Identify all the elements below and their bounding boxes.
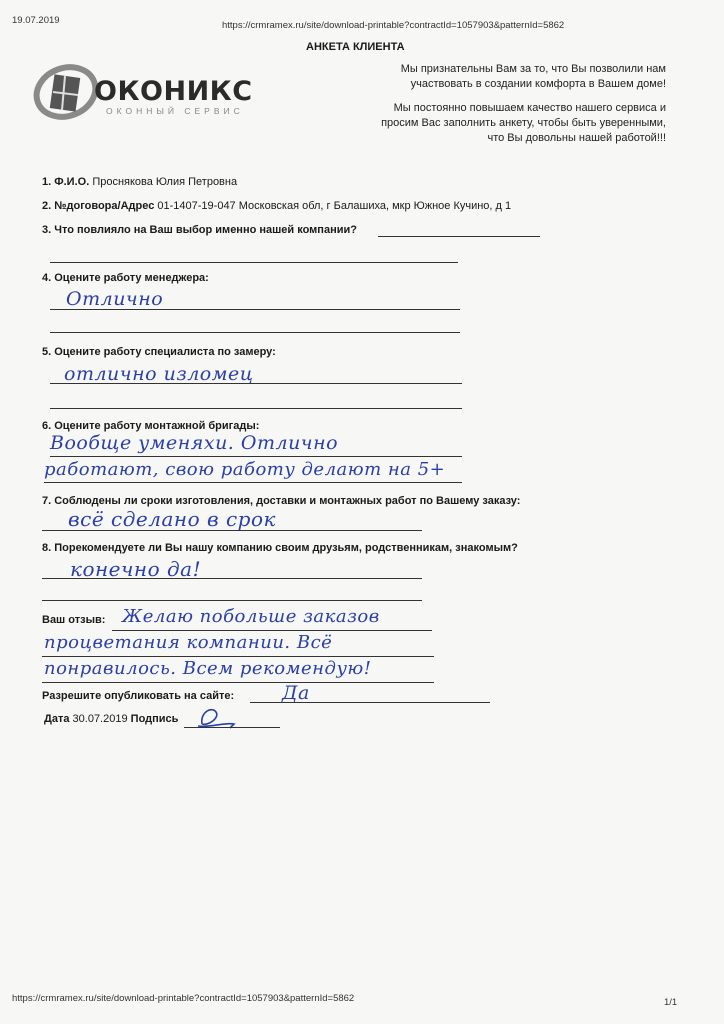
page-number: 1/1 [664, 997, 678, 1008]
question-3-line-2 [50, 262, 458, 263]
review-line-2: процветания компании. Всё [44, 632, 333, 653]
question-7-line [42, 530, 422, 531]
review-line-3-rule [42, 682, 434, 683]
question-2-label: 2. №договора/Адрес [42, 200, 155, 212]
publish-line [250, 702, 490, 703]
intro-line-2: участвовать в создании комфорта в Вашем доме! [410, 78, 666, 90]
print-date: 19.07.2019 [12, 15, 60, 26]
logo-name: ОКОНИКС [94, 76, 253, 107]
intro-text [381, 62, 666, 146]
review-line-2-rule [42, 656, 434, 657]
question-1-label: 1. Ф.И.О. [42, 176, 90, 188]
question-3-label: 3. Что повлияло на Ваш выбор именно нашей компании? [42, 224, 357, 236]
date-value: 30.07.2019 [72, 713, 128, 725]
question-7-answer: всё сделано в срок [68, 507, 276, 531]
intro-line-3: Мы постоянно повышаем качество нашего сервиса и [393, 102, 666, 114]
question-5-label: 5. Оцените работу специалиста по замеру: [42, 346, 276, 358]
company-logo [28, 62, 268, 122]
intro-line-4: просим Вас заполнить анкету, чтобы быть уверенными, [381, 117, 666, 129]
question-6-line [50, 456, 462, 457]
question-7-label: 7. Соблюдены ли сроки изготовления, доставки и монтажных работ по Вашему заказу: [42, 495, 521, 507]
date-sign-row [44, 713, 178, 725]
question-6-answer-1: Вообще уменяхи. Отлично [50, 432, 339, 454]
question-5-answer: отлично изломец [64, 363, 254, 385]
question-8-answer: конечно да! [70, 557, 202, 581]
question-6-answer-2: работают, свою работу делают на 5+ [44, 459, 446, 480]
question-1-value: Проснякова Юлия Петровна [92, 176, 238, 188]
signature-line [184, 727, 280, 728]
review-line [112, 630, 432, 631]
question-8-label: 8. Порекомендуете ли Вы нашу компанию своим друзьям, родственникам, знакомым? [42, 542, 518, 554]
publish-label: Разрешите опубликовать на сайте: [42, 690, 235, 702]
question-4-label: 4. Оцените работу менеджера: [42, 272, 209, 284]
logo-subtitle: ОКОННЫЙ СЕРВИС [106, 106, 244, 116]
date-label: Дата [44, 713, 70, 725]
intro-line-1: Мы признательны Вам за то, что Вы позволили нам [400, 63, 666, 75]
question-8-line [42, 578, 422, 579]
question-5-line [50, 383, 462, 384]
question-2-value: 01-1407-19-047 Московская обл, г Балашиха, мкр Южное Кучино, д 1 [157, 200, 512, 212]
publish-answer: Да [282, 682, 310, 704]
question-4-answer: Отлично [66, 288, 164, 310]
intro-line-5: что Вы довольны нашей работой!!! [487, 132, 666, 144]
question-8-line-2 [42, 600, 422, 601]
signature-label: Подпись [130, 713, 179, 725]
review-line-1: Желаю побольше заказов [122, 606, 380, 627]
page-title: АНКЕТА КЛИЕНТА [306, 41, 405, 53]
question-1 [42, 176, 237, 188]
question-3-line [378, 236, 540, 237]
footer-url: https://crmramex.ru/site/download-printable?contractId=1057903&patternId=5862 [12, 993, 355, 1004]
print-url: https://crmramex.ru/site/download-printable?contractId=1057903&patternId=5862 [222, 20, 565, 31]
question-6-label: 6. Оцените работу монтажной бригады: [42, 420, 260, 432]
window-logo-icon [28, 62, 98, 124]
question-4-line-2 [50, 332, 460, 333]
question-5-line-2 [50, 408, 462, 409]
question-4-line [50, 309, 460, 310]
review-line-3: понравилось. Всем рекомендую! [44, 658, 372, 679]
review-label: Ваш отзыв: [42, 614, 106, 626]
question-2 [42, 200, 511, 212]
question-6-line-2 [44, 482, 462, 483]
